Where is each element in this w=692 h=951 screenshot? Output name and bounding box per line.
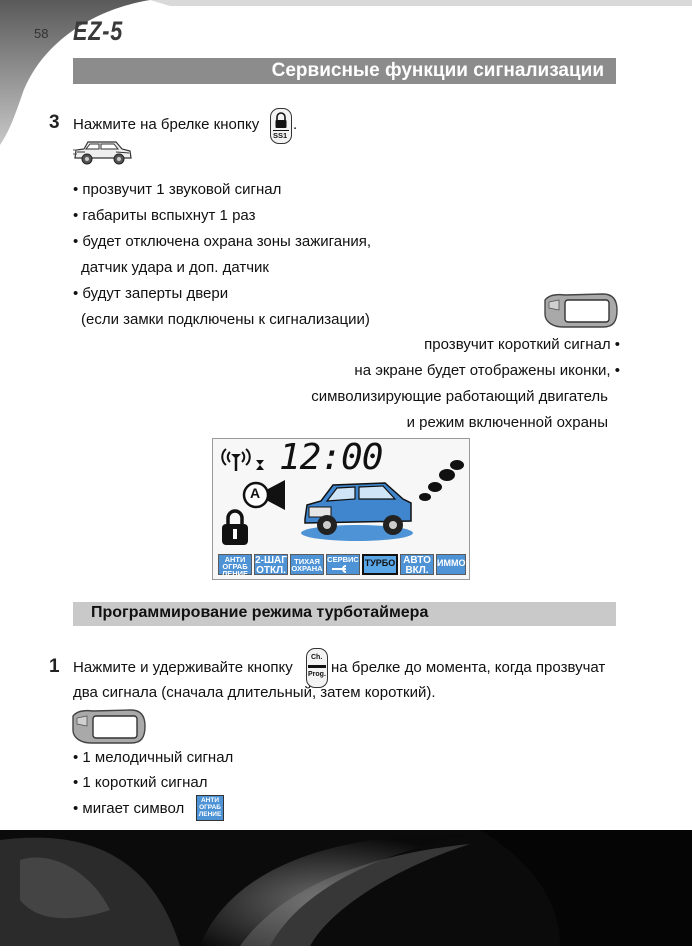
ch-prog-button-icon bbox=[306, 648, 328, 688]
remote-icon bbox=[71, 708, 147, 746]
result-blinking-symbol: • мигает символ bbox=[73, 800, 185, 817]
remote-result-2: на экране будет отображены иконки, • bbox=[354, 362, 620, 379]
indicator-text: СЕРВИС bbox=[327, 555, 359, 564]
indicator-text: ОГРАБ bbox=[222, 562, 248, 571]
wrench-icon bbox=[330, 563, 356, 573]
step-instruction-line2: два сигнала (сначала длительный, затем короткий). bbox=[73, 684, 436, 701]
remote-result-4: и режим включенной охраны bbox=[406, 414, 608, 431]
car-result-4: датчик удара и доп. датчик bbox=[81, 259, 269, 276]
ss1-label: SS1 bbox=[273, 131, 288, 140]
indicator-text: ОТКЛ. bbox=[256, 565, 286, 576]
car-result-3: • будет отключена охрана зоны зажигания, bbox=[73, 233, 372, 250]
car-engine-running-icon bbox=[299, 471, 417, 543]
antenna-signal-icon bbox=[219, 445, 253, 473]
indicator-text: АВТО bbox=[403, 555, 431, 566]
symbol-text: ОГРАБ bbox=[199, 804, 221, 811]
prog-label: Prog. bbox=[308, 671, 326, 678]
indicator-immo bbox=[436, 554, 466, 575]
ch-label: Ch. bbox=[311, 654, 323, 661]
symbol-text: ЛЕНИЕ bbox=[198, 811, 222, 818]
ss1-button-icon bbox=[270, 108, 292, 144]
indicator-turbo bbox=[362, 554, 398, 575]
indicator-text: ИММО bbox=[437, 558, 466, 568]
indicator-text: 2-ШАГ bbox=[255, 555, 287, 566]
indicator-text: ОХРАНА bbox=[291, 564, 323, 573]
result-melodic-signal: • 1 мелодичный сигнал bbox=[73, 749, 234, 766]
indicator-text: ТИХАЯ bbox=[294, 557, 320, 566]
lcd-time: 12:00 bbox=[279, 437, 383, 478]
car-result-2: • габариты вспыхнут 1 раз bbox=[73, 207, 256, 224]
brand-logo: EZ-5 bbox=[73, 16, 124, 46]
indicator-anti-robbery bbox=[218, 554, 252, 578]
indicator-service bbox=[326, 554, 360, 575]
button-divider bbox=[308, 665, 326, 668]
footer-decor-image bbox=[0, 830, 692, 946]
step-instruction: Нажмите на брелке кнопку bbox=[73, 116, 260, 133]
indicator-2-step bbox=[254, 554, 288, 575]
indicator-silent bbox=[290, 554, 324, 575]
section-banner-turbo bbox=[73, 602, 616, 626]
footer-banner bbox=[0, 830, 692, 946]
step-instruction-part2: на брелке до момента, когда прозвучат bbox=[331, 659, 606, 676]
indicator-text: ЛЕНИЕ bbox=[221, 569, 249, 578]
car-result-6: (если замки подключены к сигнализации) bbox=[81, 311, 370, 328]
indicator-text: АНТИ bbox=[224, 555, 246, 564]
indicator-auto-on bbox=[400, 554, 434, 575]
symbol-text: АНТИ bbox=[200, 797, 220, 804]
step-number: 3 bbox=[49, 112, 60, 133]
exhaust-smoke-icon bbox=[417, 457, 467, 503]
section-title: Сервисные функции сигнализации bbox=[271, 60, 604, 81]
lock-icon bbox=[219, 507, 251, 547]
section-title: Программирование режима турботаймера bbox=[91, 604, 429, 621]
instruction-end: . bbox=[293, 116, 298, 133]
remote-icon bbox=[543, 292, 619, 330]
hourglass-icon bbox=[255, 459, 265, 471]
indicator-text: ТУРБО bbox=[364, 558, 396, 568]
step-instruction-part1: Нажмите и удерживайте кнопку bbox=[73, 659, 293, 676]
remote-result-1: прозвучит короткий сигнал • bbox=[424, 336, 620, 353]
anti-robbery-symbol bbox=[196, 795, 224, 821]
car-result-1: • прозвучит 1 звуковой сигнал bbox=[73, 181, 282, 198]
step-number: 1 bbox=[49, 656, 60, 677]
siren-letter: A bbox=[250, 485, 261, 501]
car-icon bbox=[72, 138, 134, 168]
section-banner-service bbox=[73, 58, 616, 84]
page-number: 58 bbox=[34, 26, 49, 41]
result-short-signal: • 1 короткий сигнал bbox=[73, 774, 208, 791]
lcd-display bbox=[212, 438, 470, 580]
indicator-text: ВКЛ. bbox=[405, 565, 429, 576]
remote-result-3: символизирующие работающий двигатель bbox=[311, 388, 608, 405]
car-result-5: • будут заперты двери bbox=[73, 285, 229, 302]
